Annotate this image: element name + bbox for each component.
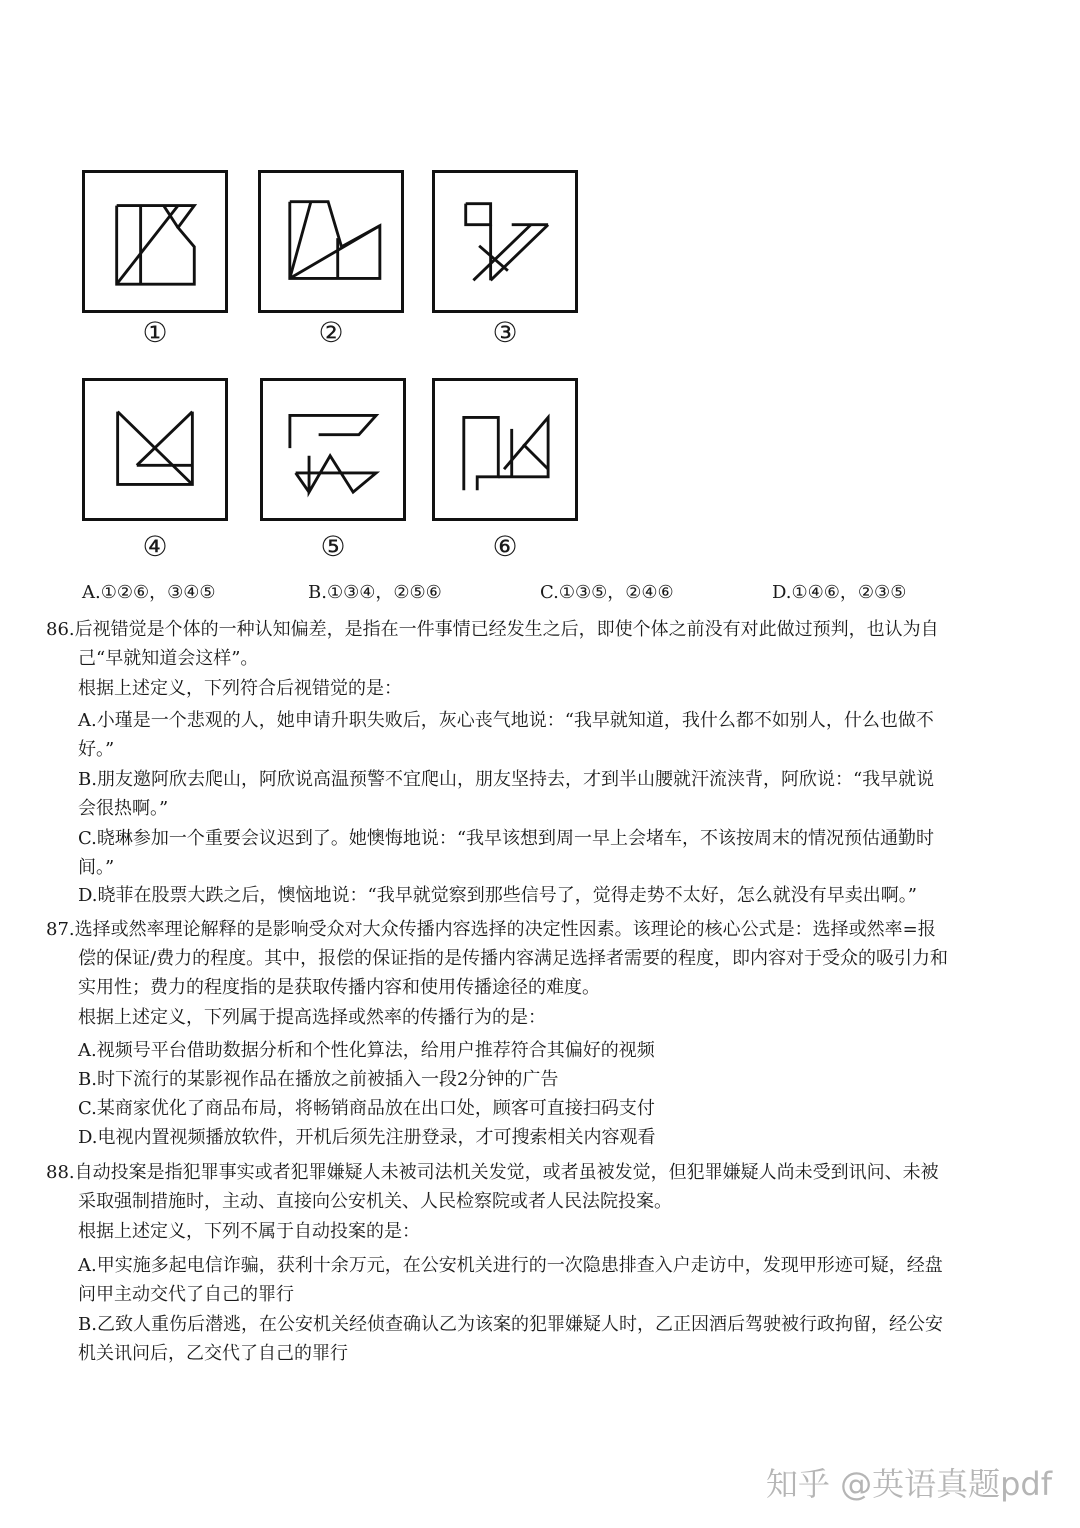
q86-option-a: 好。”	[78, 739, 115, 760]
q85-option-a: A.①②⑥，③④⑤	[82, 582, 216, 603]
figure-5	[260, 378, 406, 521]
figure-3-label: ③	[492, 316, 518, 349]
q88-prompt: 根据上述定义，下列不属于自动投案的是：	[78, 1221, 420, 1242]
figure-2	[258, 170, 404, 313]
figure-5-label: ⑤	[320, 530, 346, 563]
q86-option-a: A.小瑾是一个悲观的人，她申请升职失败后，灰心丧气地说：“我早就知道，我什么都不如别人，什么也做不	[78, 710, 934, 731]
q86-option-c: 间。”	[78, 857, 115, 878]
figure-3	[432, 170, 578, 313]
q87-prompt: 根据上述定义，下列属于提高选择或然率的传播行为的是：	[78, 1007, 546, 1028]
figure-6-label: ⑥	[492, 530, 518, 563]
q86-option-b: B.朋友邀阿欣去爬山，阿欣说高温预警不宜爬山，朋友坚持去，才到半山腰就汗流浃背，阿欣说：“我早就说	[78, 769, 935, 790]
watermark: 知乎 @英语真题pdf	[765, 1465, 1052, 1503]
figure-1	[82, 170, 228, 313]
q87-option-b: B.时下流行的某影视作品在播放之前被插入一段2分钟的广告	[78, 1069, 559, 1090]
q88-option-a: A.甲实施多起电信诈骗，获利十余万元，在公安机关进行的一次隐患排查入户走访中，发现甲形迹可疑，经盘	[78, 1255, 943, 1276]
q86-option-d: D.晓菲在股票大跌之后，懊恼地说：“我早就觉察到那些信号了，觉得走势不太好，怎么就没有早卖出啊。”	[78, 885, 917, 906]
q88-stem: 88.自动投案是指犯罪事实或者犯罪嫌疑人未被司法机关发觉，或者虽被发觉，但犯罪嫌疑人尚未受到讯问、未被	[46, 1162, 939, 1183]
q87-stem: 87.选择或然率理论解释的是影响受众对大众传播内容选择的决定性因素。该理论的核心公式是：选择或然率=报	[46, 919, 936, 940]
figure-1-label: ①	[142, 316, 168, 349]
q85-option-c: C.①③⑤，②④⑥	[540, 582, 674, 603]
q87-stem: 偿的保证/费力的程度。其中，报偿的保证指的是传播内容满足选择者需要的程度，即内容对于受众的吸引力和	[78, 948, 949, 969]
figure-6	[432, 378, 578, 521]
q86-option-c: C.晓琳参加一个重要会议迟到了。她懊悔地说：“我早该想到周一早上会堵车，不该按周末的情况预估通勤时	[78, 828, 935, 849]
q86-prompt: 根据上述定义，下列符合后视错觉的是：	[78, 678, 402, 699]
q85-option-d: D.①④⑥，②③⑤	[772, 582, 907, 603]
q85-option-b: B.①③④，②⑤⑥	[308, 582, 442, 603]
figure-4	[82, 378, 228, 521]
q88-stem: 采取强制措施时，主动、直接向公安机关、人民检察院或者人民法院投案。	[78, 1191, 672, 1212]
q88-option-b: B.乙致人重伤后潜逃，在公安机关经侦查确认乙为该案的犯罪嫌疑人时，乙正因酒后驾驶被行政拘留，经公安	[78, 1314, 943, 1335]
q88-option-b: 机关讯问后，乙交代了自己的罪行	[78, 1343, 348, 1364]
q86-option-b: 会很热啊。”	[78, 798, 169, 819]
q86-stem: 己“早就知道会这样”。	[78, 648, 259, 669]
figure-2-label: ②	[318, 316, 344, 349]
q87-stem: 实用性；费力的程度指的是获取传播内容和使用传播途径的难度。	[78, 977, 600, 998]
q87-option-c: C.某商家优化了商品布局，将畅销商品放在出口处，顾客可直接扫码支付	[78, 1098, 655, 1119]
q87-option-a: A.视频号平台借助数据分析和个性化算法，给用户推荐符合其偏好的视频	[78, 1040, 655, 1061]
q87-option-d: D.电视内置视频播放软件，开机后须先注册登录，才可搜索相关内容观看	[78, 1127, 656, 1148]
q86-stem: 86.后视错觉是个体的一种认知偏差，是指在一件事情已经发生之后，即使个体之前没有对此做过预判，也认为自	[46, 619, 939, 640]
q88-option-a: 问甲主动交代了自己的罪行	[78, 1284, 294, 1305]
figure-4-label: ④	[142, 530, 168, 563]
